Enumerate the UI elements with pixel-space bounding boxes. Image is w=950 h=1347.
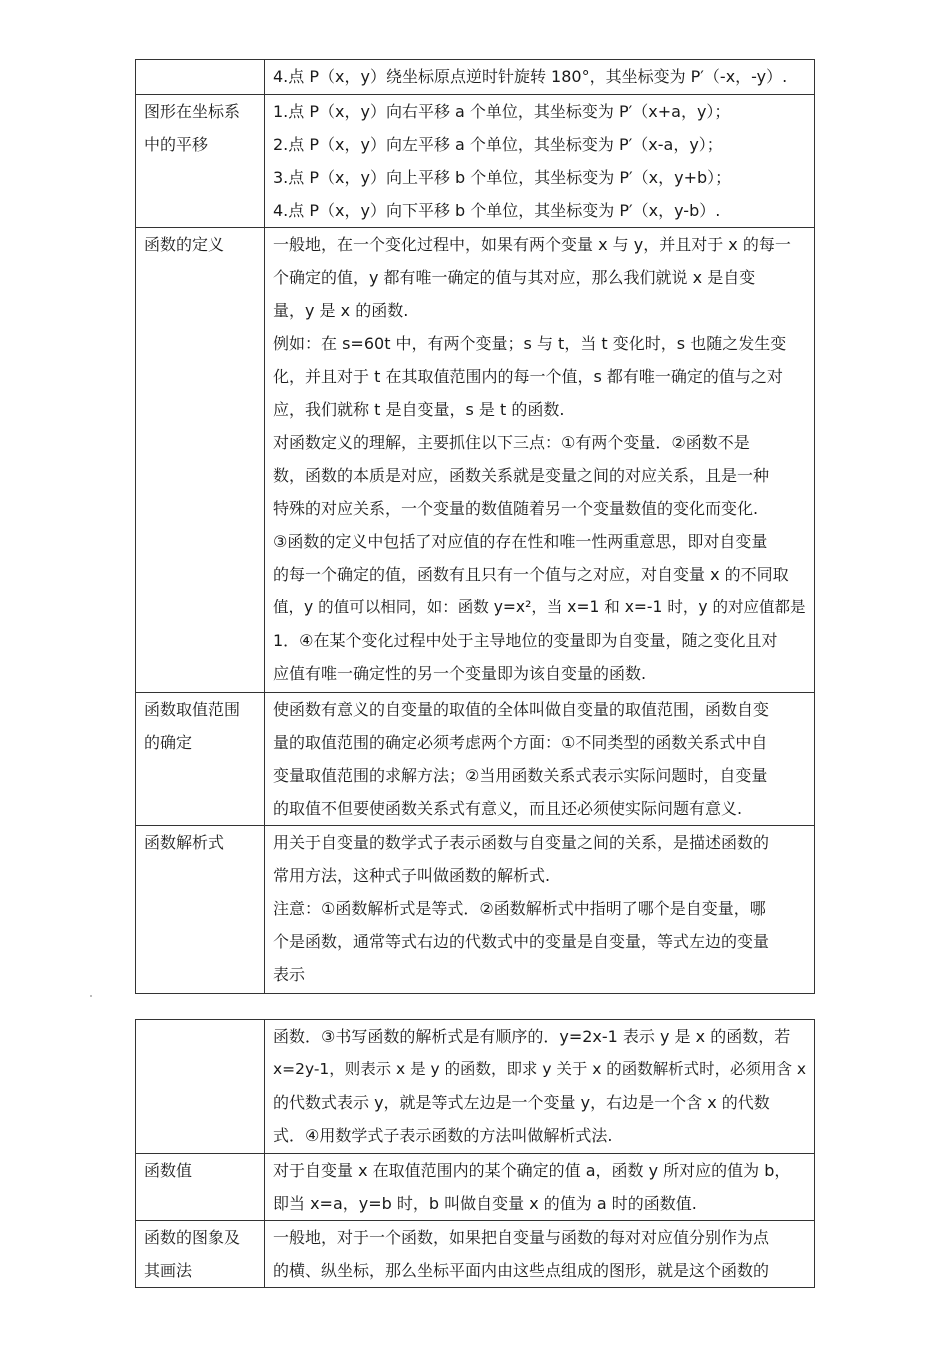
description-line: 函数．③书写函数的解析式是有顺序的．y=2x-1 表示 y 是 x 的函数，若 bbox=[273, 1027, 791, 1046]
description-cell bbox=[265, 1020, 815, 1154]
description-line: 1．④在某个变化过程中处于主导地位的变量即为自变量，随之变化且对 bbox=[273, 631, 778, 650]
description-line: 即当 x=a，y=b 时，b 叫做自变量 x 的值为 a 时的函数值. bbox=[273, 1194, 697, 1213]
term-label: 的确定 bbox=[144, 733, 193, 752]
description-cell bbox=[265, 826, 815, 994]
description-line: 量的取值范围的确定必须考虑两个方面：①不同类型的函数关系式中自 bbox=[273, 733, 768, 752]
description-line: 变量取值范围的求解方法；②当用函数关系式表示实际问题时，自变量 bbox=[273, 766, 768, 785]
description-line: 的代数式表示 y，就是等式左边是一个变量 y，右边是一个含 x 的代数 bbox=[273, 1093, 770, 1112]
description-cell bbox=[265, 1221, 815, 1288]
description-line: ③函数的定义中包括了对应值的存在性和唯一性两重意思，即对自变量 bbox=[273, 532, 768, 551]
description-line: x=2y-1，则表示 x 是 y 的函数，即求 y 关于 x 的函数解析式时，必须用含 x bbox=[273, 1060, 807, 1078]
description-line: 个确定的值，y 都有唯一确定的值与其对应，那么我们就说 x 是自变 bbox=[273, 268, 756, 287]
description-line: 应值有唯一确定性的另一个变量即为该自变量的函数. bbox=[273, 664, 647, 683]
table-row bbox=[136, 1020, 815, 1154]
knowledge-table-1 bbox=[135, 59, 815, 994]
description-line: 一般地，在一个变化过程中，如果有两个变量 x 与 y，并且对于 x 的每一 bbox=[273, 235, 791, 254]
description-cell bbox=[265, 95, 815, 228]
term-label: 函数解析式 bbox=[144, 833, 225, 852]
term-cell bbox=[136, 228, 265, 693]
description-line: 化，并且对于 t 在其取值范围内的每一个值，s 都有唯一确定的值与之对 bbox=[273, 367, 783, 386]
description-line: 一般地，对于一个函数，如果把自变量与函数的每对对应值分别作为点 bbox=[273, 1228, 770, 1247]
description-line: 对函数定义的理解，主要抓住以下三点：①有两个变量．②函数不是 bbox=[273, 433, 750, 452]
description-line: 用关于自变量的数学式子表示函数与自变量之间的关系，是描述函数的 bbox=[273, 833, 770, 852]
description-line: 例如：在 s=60t 中，有两个变量；s 与 t，当 t 变化时，s 也随之发生变 bbox=[273, 334, 787, 353]
term-label: 函数的定义 bbox=[144, 235, 225, 254]
term-cell bbox=[136, 1154, 265, 1221]
table-row bbox=[136, 1154, 815, 1221]
term-cell bbox=[136, 1221, 265, 1288]
table-row bbox=[136, 826, 815, 994]
description-line: 特殊的对应关系，一个变量的数值随着另一个变量数值的变化而变化. bbox=[273, 499, 759, 518]
description-line: 4.点 P（x，y）绕坐标原点逆时针旋转 180°，其坐标变为 P′（-x，-y）. bbox=[273, 67, 788, 86]
description-line: 的横、纵坐标，那么坐标平面内由这些点组成的图形，就是这个函数的 bbox=[273, 1261, 770, 1280]
term-label: 函数的图象及 bbox=[144, 1228, 241, 1247]
description-line: 式．④用数学式子表示函数的方法叫做解析式法. bbox=[273, 1126, 613, 1145]
description-line: 注意：①函数解析式是等式．②函数解析式中指明了哪个是自变量，哪 bbox=[273, 899, 766, 918]
description-line: 常用方法，这种式子叫做函数的解析式. bbox=[273, 866, 551, 885]
description-line: 值，y 的值可以相同，如：函数 y=x²，当 x=1 和 x=-1 时，y 的对应值都是 bbox=[273, 598, 806, 616]
description-line: 应，我们就称 t 是自变量，s 是 t 的函数. bbox=[273, 400, 565, 419]
description-cell bbox=[265, 228, 815, 693]
term-label: 函数值 bbox=[144, 1161, 193, 1180]
description-line: 1.点 P（x，y）向右平移 a 个单位，其坐标变为 P′（x+a，y）； bbox=[273, 102, 731, 121]
term-label: 图形在坐标系 bbox=[144, 102, 241, 121]
term-cell bbox=[136, 693, 265, 826]
description-line: 对于自变量 x 在取值范围内的某个确定的值 a，函数 y 所对应的值为 b， bbox=[273, 1161, 791, 1180]
table-row bbox=[136, 228, 815, 693]
term-label: 函数取值范围 bbox=[144, 700, 241, 719]
description-cell bbox=[265, 1154, 815, 1221]
description-cell bbox=[265, 60, 815, 95]
description-cell bbox=[265, 693, 815, 826]
term-label: 其画法 bbox=[144, 1261, 193, 1280]
description-line: 数，函数的本质是对应，函数关系就是变量之间的对应关系，且是一种 bbox=[273, 466, 770, 485]
term-cell bbox=[136, 1020, 265, 1154]
term-cell bbox=[136, 826, 265, 994]
term-label: 中的平移 bbox=[144, 135, 209, 154]
table-row bbox=[136, 95, 815, 228]
table-row bbox=[136, 60, 815, 95]
knowledge-table-2 bbox=[135, 1019, 815, 1288]
description-line: 表示 bbox=[273, 965, 306, 984]
term-cell bbox=[136, 60, 265, 95]
description-line: 3.点 P（x，y）向上平移 b 个单位，其坐标变为 P′（x，y+b）； bbox=[273, 168, 732, 187]
description-line: 的每一个确定的值，函数有且只有一个值与之对应，对自变量 x 的不同取 bbox=[273, 565, 789, 584]
description-line: 使函数有意义的自变量的取值的全体叫做自变量的取值范围，函数自变 bbox=[273, 700, 770, 719]
description-line: 量，y 是 x 的函数. bbox=[273, 301, 409, 320]
description-line: 4.点 P（x，y）向下平移 b 个单位，其坐标变为 P′（x，y-b）. bbox=[273, 201, 721, 220]
table-row bbox=[136, 1221, 815, 1288]
description-line: 个是函数，通常等式右边的代数式中的变量是自变量，等式左边的变量 bbox=[273, 932, 770, 951]
page-mark bbox=[90, 995, 92, 997]
term-cell bbox=[136, 95, 265, 228]
table-row bbox=[136, 693, 815, 826]
description-line: 2.点 P（x，y）向左平移 a 个单位，其坐标变为 P′（x-a，y）； bbox=[273, 135, 723, 154]
description-line: 的取值不但要使函数关系式有意义，而且还必须使实际问题有意义. bbox=[273, 799, 743, 818]
